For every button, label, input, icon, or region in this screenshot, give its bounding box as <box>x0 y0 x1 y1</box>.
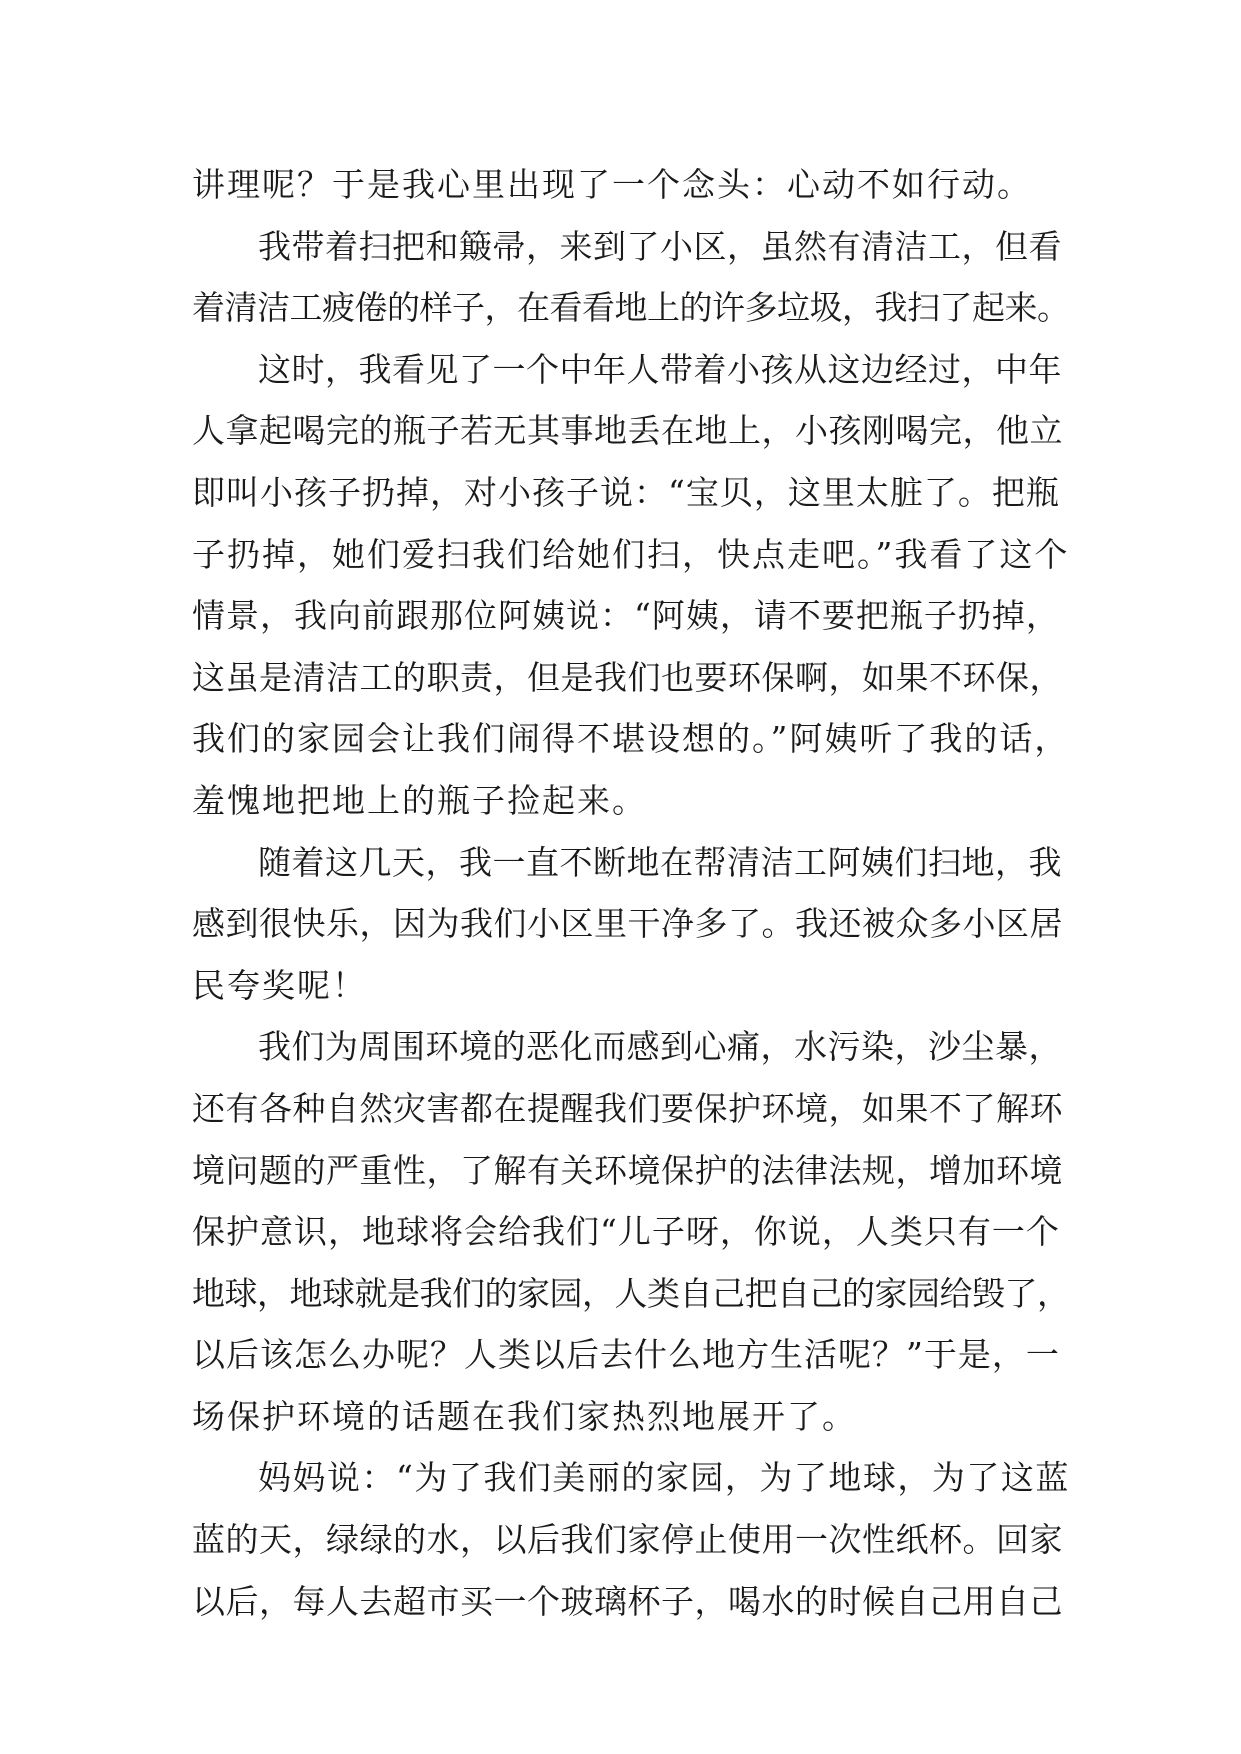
text-line: 即叫小孩子扔掉，对小孩子说：“宝贝，这里太脏了。把瓶 <box>192 472 1060 512</box>
text-line: 以后该怎么办呢？人类以后去什么地方生活呢？”于是，一 <box>192 1335 1060 1375</box>
text-line: 这时，我看见了一个中年人带着小孩从这边经过，中年 <box>258 349 1062 389</box>
text-line: 妈妈说：“为了我们美丽的家园，为了地球，为了这蓝 <box>258 1458 1070 1498</box>
text-line: 我带着扫把和簸帚，来到了小区，虽然有清洁工，但看 <box>258 226 1062 266</box>
text-line: 境问题的严重性，了解有关环境保护的法律法规，增加环境 <box>192 1150 1063 1190</box>
text-line: 羞愧地把地上的瓶子捡起来。 <box>192 780 647 820</box>
text-line: 场保护环境的话题在我们家热烈地展开了。 <box>192 1396 857 1436</box>
text-line: 这虽是清洁工的职责，但是我们也要环保啊，如果不环保， <box>192 657 1063 697</box>
text-line: 还有各种自然灾害都在提醒我们要保护环境，如果不了解环 <box>192 1088 1063 1128</box>
text-line: 以后，每人去超市买一个玻璃杯子，喝水的时候自己用自己 <box>192 1581 1063 1621</box>
text-line: 子扔掉，她们爱扫我们给她们扫，快点走吧。”我看了这个 <box>192 534 1070 574</box>
text-line: 着清洁工疲倦的样子，在看看地上的许多垃圾，我扫了起来。 <box>192 288 1070 328</box>
text-line: 讲理呢？于是我心里出现了一个念头：心动不如行动。 <box>192 165 1032 204</box>
text-line: 民夸奖呢！ <box>192 965 367 1005</box>
text-line: 地球，地球就是我们的家园，人类自己把自己的家园给毁了， <box>192 1273 1070 1313</box>
text-line: 蓝的天，绿绿的水，以后我们家停止使用一次性纸杯。回家 <box>192 1520 1063 1560</box>
text-line: 情景，我向前跟那位阿姨说：“阿姨，请不要把瓶子扔掉， <box>192 596 1060 636</box>
text-line: 我们的家园会让我们闹得不堪设想的。”阿姨听了我的话， <box>192 719 1070 759</box>
text-line: 我们为周围环境的恶化而感到心痛，水污染，沙尘暴， <box>258 1027 1062 1067</box>
text-line: 感到很快乐，因为我们小区里干净多了。我还被众多小区居 <box>192 904 1063 944</box>
text-line: 随着这几天，我一直不断地在帮清洁工阿姨们扫地，我 <box>258 842 1062 882</box>
text-line: 人拿起喝完的瓶子若无其事地丢在地上，小孩刚喝完，他立 <box>192 411 1063 451</box>
document-body <box>192 154 1072 1632</box>
text-line: 保护意识，地球将会给我们“儿子呀，你说，人类只有一个 <box>192 1212 1060 1252</box>
